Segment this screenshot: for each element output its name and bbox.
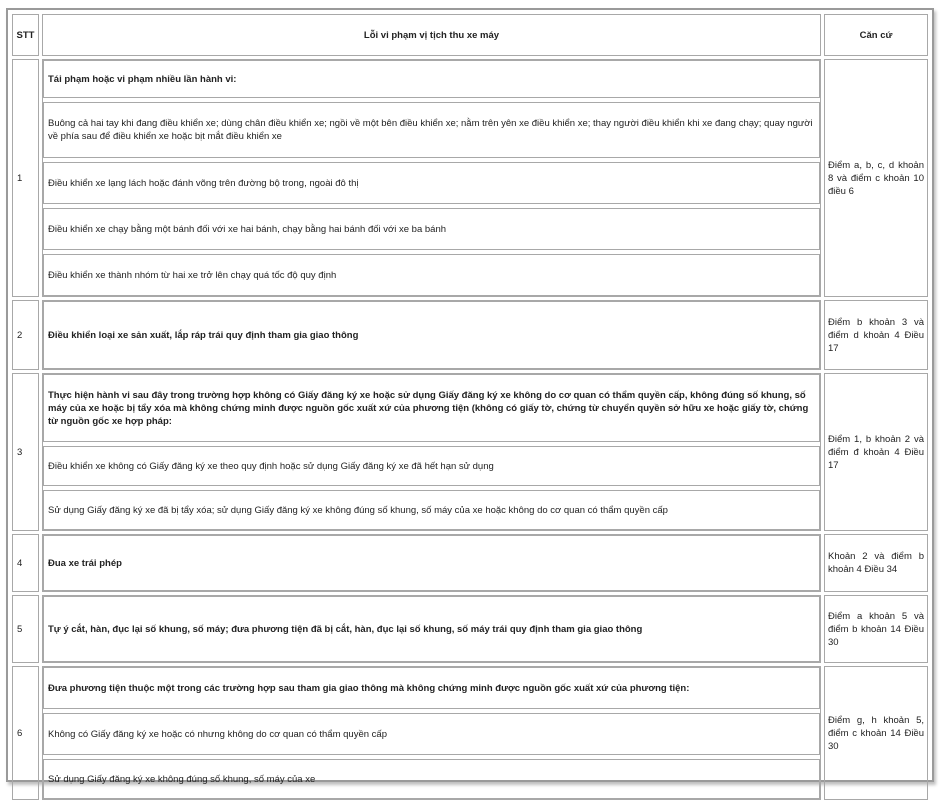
table-row xyxy=(12,666,928,800)
header-row xyxy=(12,14,928,56)
table-row xyxy=(12,59,928,297)
row-number: 5 xyxy=(12,595,39,663)
violation-item: Điều khiển xe không có Giấy đăng ký xe theo quy định hoặc sử dụng Giấy đăng ký xe đã hết hạn sử dụng xyxy=(43,446,820,486)
table-row xyxy=(12,373,928,531)
basis-cell: Điểm b khoản 3 và điểm d khoản 4 Điều 17 xyxy=(824,300,928,370)
header-basis: Căn cứ xyxy=(824,14,928,56)
violation-item: Điều khiển xe chạy bằng một bánh đối với xe hai bánh, chạy bằng hai bánh đối với xe ba bánh xyxy=(43,208,820,250)
basis-cell: Điểm 1, b khoản 2 và điểm đ khoản 4 Điều 17 xyxy=(824,373,928,531)
violation-cell xyxy=(42,59,821,297)
header-stt: STT xyxy=(12,14,39,56)
violation-item: Không có Giấy đăng ký xe hoặc có nhưng không do cơ quan có thẩm quyền cấp xyxy=(43,713,820,755)
violations-table xyxy=(9,11,931,803)
table-row xyxy=(12,595,928,663)
violation-cell xyxy=(42,595,821,663)
header-violation: Lỗi vi phạm vị tịch thu xe máy xyxy=(42,14,821,56)
table-row xyxy=(12,300,928,370)
table-row xyxy=(12,534,928,592)
basis-cell: Điểm g, h khoản 5, điểm c khoản 14 Điều 30 xyxy=(824,666,928,800)
basis-cell: Khoản 2 và điểm b khoản 4 Điều 34 xyxy=(824,534,928,592)
row-number: 6 xyxy=(12,666,39,800)
violation-item: Sử dụng Giấy đăng ký xe đã bị tẩy xóa; sử dụng Giấy đăng ký xe không đúng số khung, số máy của xe hoặc không do cơ quan có thẩm quyền cấp xyxy=(43,490,820,530)
violation-item: Điều khiển xe lạng lách hoặc đánh võng trên đường bộ trong, ngoài đô thị xyxy=(43,162,820,204)
violation-cell xyxy=(42,373,821,531)
row-number: 1 xyxy=(12,59,39,297)
violation-cell xyxy=(42,534,821,592)
violation-lead: Đưa phương tiện thuộc một trong các trường hợp sau tham gia giao thông mà không chứng minh được nguồn gốc xuất xứ của phương tiện: xyxy=(43,667,820,709)
violation-lead: Điều khiển loại xe sản xuất, lắp ráp trái quy định tham gia giao thông xyxy=(43,301,820,369)
row-number: 3 xyxy=(12,373,39,531)
violation-lead: Tự ý cắt, hàn, đục lại số khung, số máy; đưa phương tiện đã bị cắt, hàn, đục lại số khung, số máy trái quy định tham gia giao thông xyxy=(43,596,820,662)
basis-cell: Điểm a khoản 5 và điểm b khoản 14 Điều 30 xyxy=(824,595,928,663)
violation-cell xyxy=(42,300,821,370)
row-number: 4 xyxy=(12,534,39,592)
row-number: 2 xyxy=(12,300,39,370)
violation-lead: Thực hiện hành vi sau đây trong trường hợp không có Giấy đăng ký xe hoặc sử dụng Giấy đăng ký xe không do cơ quan có thẩm quyền cấp, không đúng số khung, số máy của xe hoặc bị tẩy xóa mà không chứng minh được nguồn gốc xuất xứ của phương tiện (không có giấy tờ, chứng từ chuyển quyền sở hữu xe hoặc giấy tờ, chứng từ nguồn gốc xe hợp pháp: xyxy=(43,374,820,442)
basis-cell: Điểm a, b, c, d khoản 8 và điểm c khoản 10 điều 6 xyxy=(824,59,928,297)
violation-item: Sử dụng Giấy đăng ký xe không đúng số khung, số máy của xe xyxy=(43,759,820,799)
violation-cell xyxy=(42,666,821,800)
violation-lead: Tái phạm hoặc vi phạm nhiều lần hành vi: xyxy=(43,60,820,98)
violation-lead: Đua xe trái phép xyxy=(43,535,820,591)
violation-item: Buông cả hai tay khi đang điều khiển xe; dùng chân điều khiển xe; ngồi về một bên điều khiển xe; nằm trên yên xe điều khiển xe; thay người điều khiển khi xe đang chạy; quay người về phía sau để điều khiển xe hoặc bịt mắt điều khiển xe xyxy=(43,102,820,158)
violation-item: Điều khiển xe thành nhóm từ hai xe trở lên chạy quá tốc độ quy định xyxy=(43,254,820,296)
